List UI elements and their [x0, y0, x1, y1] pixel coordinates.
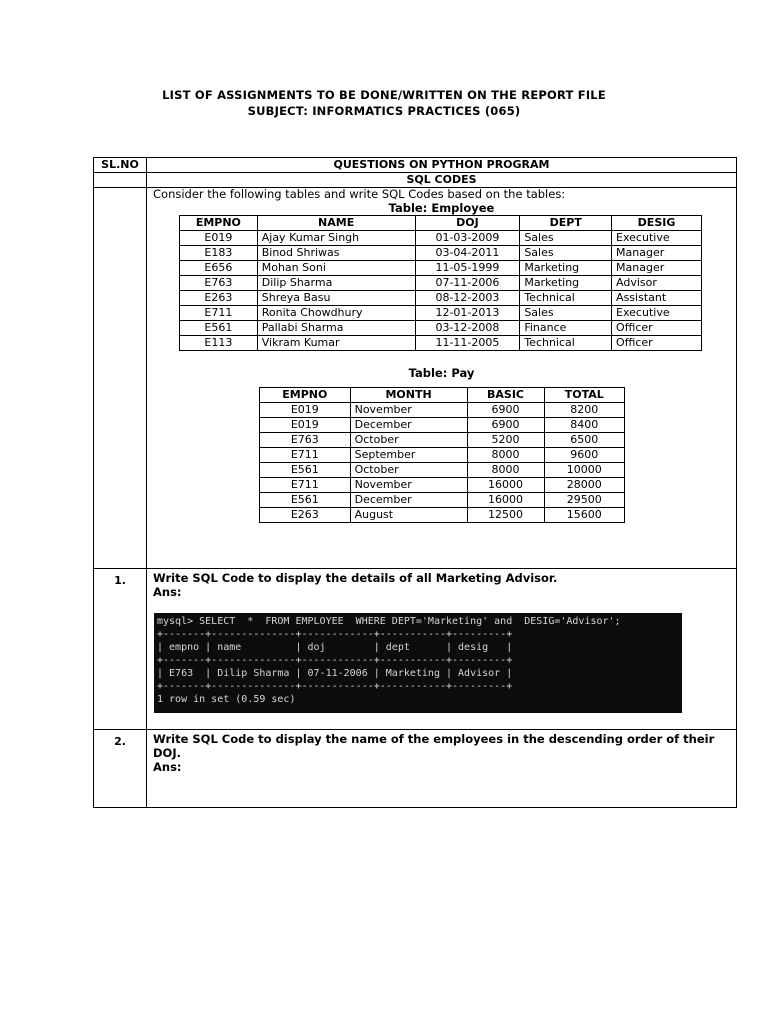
- table-cell: 03-04-2011: [415, 246, 520, 261]
- table-row: [180, 276, 702, 291]
- question-number: 1.: [94, 569, 147, 730]
- answer-label: Ans:: [153, 760, 182, 774]
- question-cell: [147, 569, 737, 730]
- terminal-line: +-------+--------------+------------+-----------+---------+: [157, 629, 513, 640]
- table-cell: Sales: [520, 306, 612, 321]
- question-number: 2.: [94, 730, 147, 808]
- table-row: [260, 478, 625, 493]
- table-cell: Officer: [612, 336, 702, 351]
- questions-header: QUESTIONS ON PYTHON PROGRAM: [147, 158, 737, 173]
- table-cell: Ronita Chowdhury: [257, 306, 415, 321]
- column-header: DEPT: [520, 216, 612, 231]
- column-header: EMPNO: [180, 216, 258, 231]
- table-cell: October: [350, 463, 467, 478]
- table-cell: 12500: [467, 508, 544, 523]
- question-text: Write SQL Code to display the details of all Marketing Advisor.: [153, 571, 558, 585]
- table-cell: E019: [260, 418, 351, 433]
- table-row: [180, 291, 702, 306]
- table-cell: E019: [180, 231, 258, 246]
- table-cell: Assistant: [612, 291, 702, 306]
- terminal-line: +-------+--------------+------------+-----------+---------+: [157, 655, 513, 666]
- table-cell: E763: [180, 276, 258, 291]
- table-cell: 08-12-2003: [415, 291, 520, 306]
- table-cell: Executive: [612, 231, 702, 246]
- table-cell: 8400: [544, 418, 624, 433]
- table-cell: Technical: [520, 291, 612, 306]
- answer-label: Ans:: [153, 585, 182, 599]
- table-row: [180, 336, 702, 351]
- table-cell: 11-05-1999: [415, 261, 520, 276]
- table-cell: E656: [180, 261, 258, 276]
- table-cell: E763: [260, 433, 351, 448]
- table-cell: E263: [180, 291, 258, 306]
- table-cell: December: [350, 418, 467, 433]
- table-row: [260, 433, 625, 448]
- question-cell: [147, 730, 737, 808]
- table-cell: Technical: [520, 336, 612, 351]
- table-cell: Binod Shriwas: [257, 246, 415, 261]
- table-cell: E263: [260, 508, 351, 523]
- table-cell: 10000: [544, 463, 624, 478]
- table-cell: Advisor: [612, 276, 702, 291]
- table-cell: 16000: [467, 493, 544, 508]
- table-cell: Sales: [520, 246, 612, 261]
- table-cell: 8000: [467, 448, 544, 463]
- question-text: Write SQL Code to display the name of the employees in the descending order of their DOJ.: [153, 732, 715, 760]
- table-cell: December: [350, 493, 467, 508]
- table-cell: Ajay Kumar Singh: [257, 231, 415, 246]
- table-cell: 12-01-2013: [415, 306, 520, 321]
- table-cell: Marketing: [520, 261, 612, 276]
- empty-cell: [94, 173, 147, 188]
- table-cell: 5200: [467, 433, 544, 448]
- document-title: LIST OF ASSIGNMENTS TO BE DONE/WRITTEN ON THE REPORT FILE: [162, 88, 606, 102]
- table-row: [180, 321, 702, 336]
- table-cell: 29500: [544, 493, 624, 508]
- pay-table: [259, 387, 625, 523]
- column-header: MONTH: [350, 388, 467, 403]
- table-row: [260, 403, 625, 418]
- table-cell: 11-11-2005: [415, 336, 520, 351]
- table-cell: October: [350, 433, 467, 448]
- table-cell: E561: [260, 463, 351, 478]
- table-cell: August: [350, 508, 467, 523]
- table-cell: 07-11-2006: [415, 276, 520, 291]
- table-row: [180, 231, 702, 246]
- slno-header: SL.NO: [94, 158, 147, 173]
- table-cell: Marketing: [520, 276, 612, 291]
- terminal-line: +-------+--------------+------------+-----------+---------+: [157, 681, 513, 692]
- table-row: [260, 463, 625, 478]
- employee-table: [179, 215, 702, 351]
- table-cell: E019: [260, 403, 351, 418]
- table-cell: Manager: [612, 246, 702, 261]
- table-cell: 6900: [467, 418, 544, 433]
- table-cell: Pallabi Sharma: [257, 321, 415, 336]
- empty-cell: [94, 188, 147, 569]
- table-cell: Shreya Basu: [257, 291, 415, 306]
- table-cell: November: [350, 403, 467, 418]
- table-cell: Executive: [612, 306, 702, 321]
- table-cell: 6900: [467, 403, 544, 418]
- terminal-line: | empno | name | doj | dept | desig |: [157, 642, 513, 653]
- table-cell: Mohan Soni: [257, 261, 415, 276]
- terminal-line: | E763 | Dilip Sharma | 07-11-2006 | Marketing | Advisor |: [157, 668, 513, 679]
- table-cell: 8200: [544, 403, 624, 418]
- table-cell: Manager: [612, 261, 702, 276]
- column-header: DOJ: [415, 216, 520, 231]
- table-row: [180, 246, 702, 261]
- table-row: [180, 261, 702, 276]
- table-cell: E561: [260, 493, 351, 508]
- table-cell: 28000: [544, 478, 624, 493]
- table-cell: E711: [260, 478, 351, 493]
- table-row: [180, 306, 702, 321]
- column-header: TOTAL: [544, 388, 624, 403]
- column-header: DESIG: [612, 216, 702, 231]
- table-cell: 9600: [544, 448, 624, 463]
- table-cell: Finance: [520, 321, 612, 336]
- column-header: BASIC: [467, 388, 544, 403]
- table-row: [260, 508, 625, 523]
- document-subject: SUBJECT: INFORMATICS PRACTICES (065): [247, 104, 521, 118]
- table-cell: E183: [180, 246, 258, 261]
- pay-table-caption: Table: Pay: [408, 366, 475, 380]
- table-cell: 16000: [467, 478, 544, 493]
- table-cell: 8000: [467, 463, 544, 478]
- table-cell: Dilip Sharma: [257, 276, 415, 291]
- table-cell: 15600: [544, 508, 624, 523]
- table-cell: November: [350, 478, 467, 493]
- assignment-table: [93, 157, 737, 808]
- terminal-line: mysql> SELECT * FROM EMPLOYEE WHERE DEPT='Marketing' and DESIG='Advisor';: [157, 616, 621, 627]
- terminal-line: 1 row in set (0.59 sec): [157, 694, 296, 705]
- column-header: NAME: [257, 216, 415, 231]
- table-cell: E113: [180, 336, 258, 351]
- table-cell: E711: [260, 448, 351, 463]
- table-cell: 01-03-2009: [415, 231, 520, 246]
- column-header: EMPNO: [260, 388, 351, 403]
- table-cell: Sales: [520, 231, 612, 246]
- table-cell: September: [350, 448, 467, 463]
- table-row: [260, 418, 625, 433]
- table-cell: Officer: [612, 321, 702, 336]
- employee-table-caption: Table: Employee: [388, 201, 495, 215]
- table-cell: Vikram Kumar: [257, 336, 415, 351]
- table-cell: E711: [180, 306, 258, 321]
- table-row: [260, 493, 625, 508]
- table-cell: 03-12-2008: [415, 321, 520, 336]
- intro-text: Consider the following tables and write SQL Codes based on the tables:: [153, 187, 566, 201]
- table-row: [260, 448, 625, 463]
- table-cell: E561: [180, 321, 258, 336]
- terminal-output: [154, 613, 682, 713]
- sql-codes-header: SQL CODES: [147, 173, 737, 188]
- table-cell: 6500: [544, 433, 624, 448]
- tables-cell: [147, 188, 737, 569]
